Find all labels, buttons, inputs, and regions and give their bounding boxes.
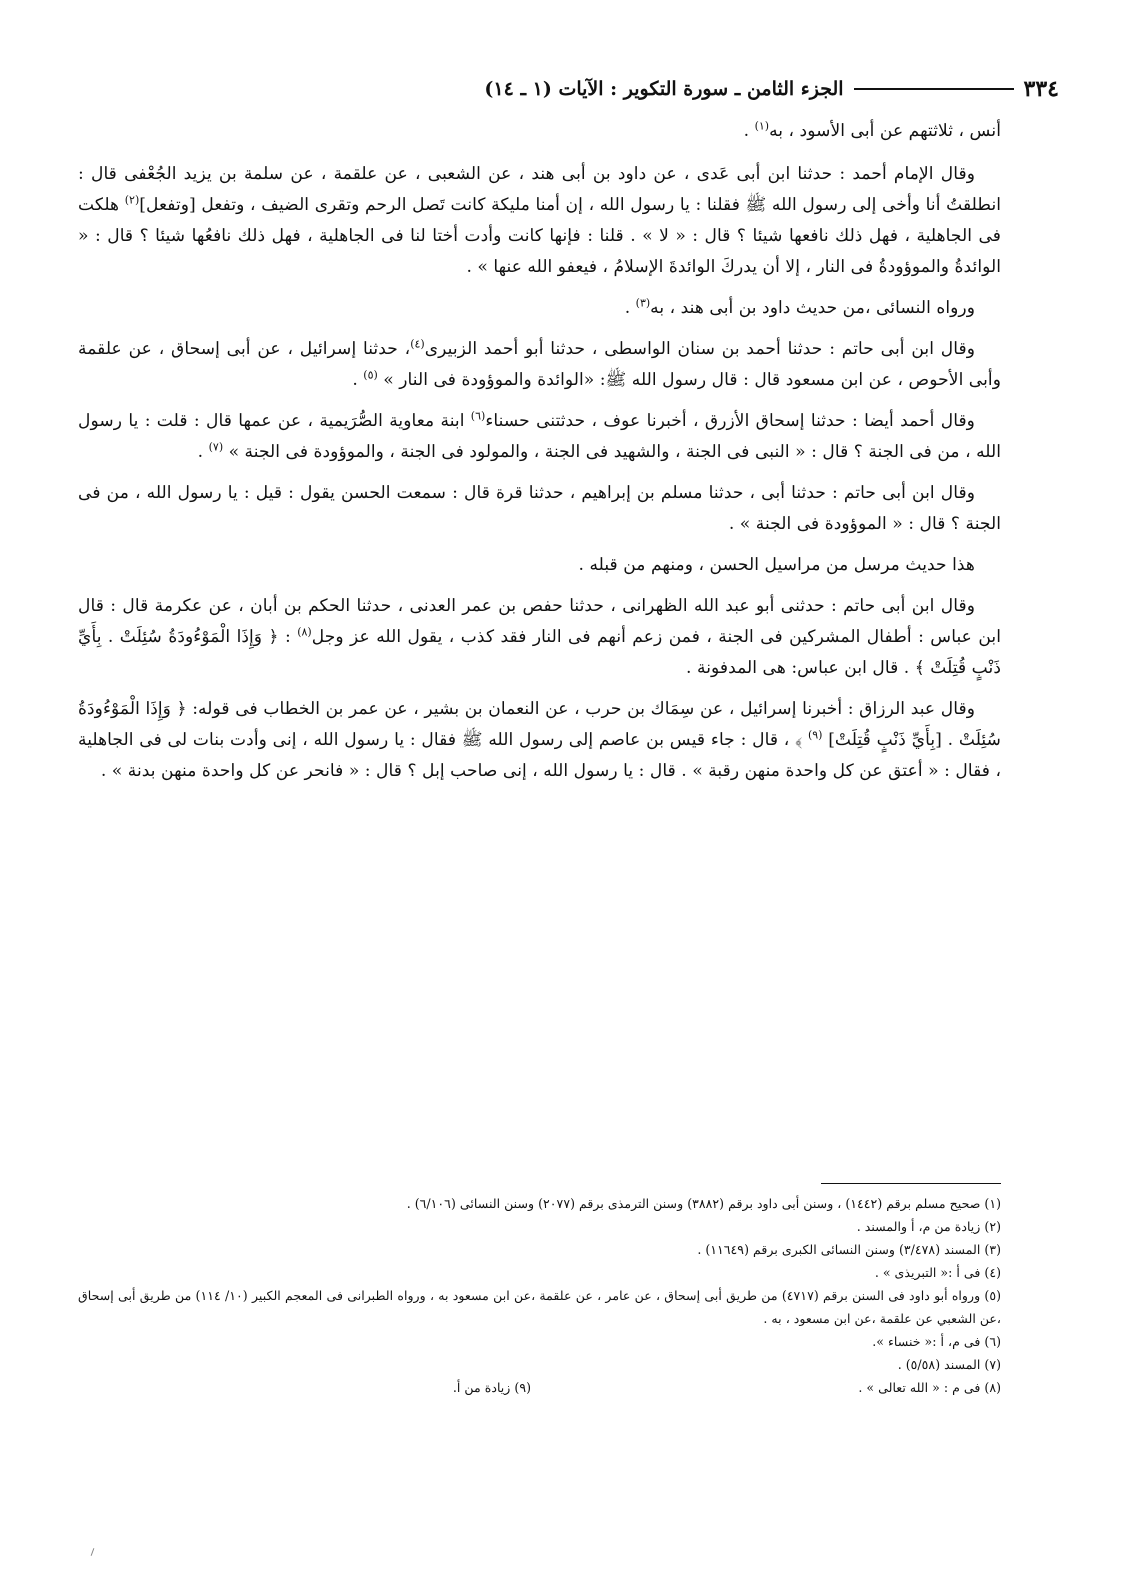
footnote-ref: (٥) [363,368,378,382]
paragraph-text: ورواه النسائى ،من حديث داود بن أبى هند ، به [650,298,975,318]
paragraph-text: : ﴿ وَإِذَا الْمَوْءُودَةُ سُئِلَتْ . بِأَيِّ ذَنْبٍ قُتِلَتْ ﴾ . قال ابن عباس: هى المدفونة . [78,627,1001,678]
paragraph-text: وقال الإمام أحمد : حدثنا ابن أبى عَدى ، عن داود بن أبى هند ، عن الشعبى ، عن علقمة ، عن سلمة بن يزيد الجُعْفى قال : انطلقتُ أنا وأخى إلى رسول الله ﷺ فقلنا : يا رسول الله ، إن أمنا مليكة كانت تَصل الرحم وتقرى الضيف ، وتفعل [وتفعل] [78,164,1001,215]
paragraph: وقال ابن أبى حاتم : حدثنا أبى ، حدثنا مسلم بن إبراهيم ، حدثنا قرة قال : سمعت الحسن يقول : قيل : يا رسول الله ، من فى الجنة ؟ قال : « الموؤودة فى الجنة » . [78,483,1001,534]
footnote-ref: (٩) [807,728,823,742]
paragraph-text: ﴾ ، قال : جاء قيس بن عاصم إلى رسول الله ﷺ فقال : يا رسول الله ، إنى وأدت بنات لى فى الجاهلية ، فقال : « أعتق عن كل واحدة منهن رقبة » . قال : يا رسول الله ، إنى صاحب إبل ؟ قال : « فانحر عن كل واحدة منهن بدنة » . [78,730,1001,781]
footnote: (٣) المسند (٣/٤٧٨) وسنن النسائى الكبرى برقم (١١٦٤٩) . [697,1242,1001,1257]
running-header [70,74,1059,104]
paragraph-text: هلكت فى الجاهلية ، فهل ذلك نافعها شيئا ؟ قال : « لا » . قلنا : فإنها كانت وأدت أختا لنا فى الجاهلية ، فهل ذلك نافعُها شيئا ؟ قال : « الوائدةُ والموؤودةُ فى النار ، إلا أن يدركَ الوائدةَ الإسلامُ ، فيعفو الله عنها » . [78,195,1001,277]
paragraph-text: وقال عبد الرزاق : أخبرنا إسرائيل ، عن سِمَاك بن حرب ، عن النعمان بن بشير ، عن عمر بن الخطاب فى قوله: ﴿ وَإِذَا الْمَوْءُودَةُ سُئِلَتْ . [بِأَيِّ ذَنْبٍ قُتِلَتْ] [78,699,1002,750]
paragraph [78,591,1001,684]
footnote-ref: (١) [754,119,770,133]
footnote: (٢) زيادة من م، أ والمسند . [856,1219,1001,1234]
paragraph-text: . [743,121,755,141]
footnote-ref: (٦) [470,409,486,423]
footnote: (٧) المسند (٥/٥٨) . [897,1357,1001,1372]
paragraph-text: . [352,370,364,390]
paragraph-text: . [197,442,209,462]
footnote-ref: (٢) [124,193,140,207]
footnote-row [78,1376,1001,1399]
paragraph-text: ابنة معاوية الصُّرَيمية ، عن عمها قال : قلت : يا رسول الله ، من فى الجنة ؟ قال : « النبى فى الجنة ، والشهيد فى الجنة ، والمولود فى الجنة ، والموؤودة فى الجنة » [78,411,1001,462]
footnote-ref: (٨) [297,625,312,639]
footnote: (١) صحيح مسلم برقم (١٤٤٢) ، وسنن أبى داود برقم (٣٨٨٢) وسنن الترمذى برقم (٢٠٧٧) وسنن النسائى (٦/١٠٦) . [406,1196,1001,1211]
footnote: (٨) فى م : « الله تعالى » . [858,1380,1001,1395]
footnote-separator [821,1183,1001,1184]
footnote-ref: (٣) [635,296,651,310]
footnote: (٥) ورواه أبو داود فى السنن برقم (٤٧١٧) من طريق أبى إسحاق ، عن عامر ، عن علقمة ،عن ابن مسعود به ، ورواه الطبرانى فى المعجم الكبير (١٠/ ١١٤) من طريق أبى إسحاق ،عن الشعبي عن علقمة ،عن ابن مسعود ، به . [78,1288,1002,1326]
paragraph: هذا حديث مرسل من مراسيل الحسن ، ومنهم من قبله . [578,555,975,575]
footnote-ref: (٤) [410,337,425,351]
footnote: (٤) فى أ :« التبريذى » . [874,1265,1001,1280]
footnote-ref: (٧) [208,440,224,454]
paragraph-text: ، حدثنا إسرائيل ، عن أبى إسحاق ، عن علقمة وأبى الأحوص ، عن ابن مسعود قال : قال رسول الله ﷺ: «الوائدة والموؤودة فى النار » [78,339,1001,390]
page-number: ٣٣٤ [1023,76,1059,102]
footnote: (٩) زيادة من أ. [452,1380,531,1395]
paragraph-text: . [624,298,636,318]
scan-mark [91,1548,95,1556]
paragraph-text: وقال ابن أبى حاتم : حدثنى أبو عبد الله الظهرانى ، حدثنا حفص بن عمر العدنى ، حدثنا الحكم بن أبان ، عن عكرمة قال : قال ابن عباس : أطفال المشركين فى الجنة ، فمن زعم أنهم فى النار فقد كذب ، يقول الله عز وجل [78,596,1001,647]
paragraph-text: وقال أحمد أيضا : حدثنا إسحاق الأزرق ، أخبرنا عوف ، حدثتنى حسناء [485,411,975,431]
header-rule [854,88,1014,90]
paragraph [78,334,1001,396]
paragraph [78,694,1001,787]
paragraph [78,406,1001,468]
paragraph [78,293,1001,324]
paragraph [78,116,1001,147]
main-text [78,116,1001,797]
footnote: (٦) فى م، أ :« خنساء ». [872,1334,1001,1349]
paragraph-text: أنس ، ثلاثتهم عن أبى الأسود ، به [769,121,1001,141]
paragraph-text: وقال ابن أبى حاتم : حدثنا أحمد بن سنان الواسطى ، حدثنا أبو أحمد الزبيرى [424,339,975,359]
paragraph [78,159,1001,283]
header-title: الجزء الثامن ـ سورة التكوير : الآيات (١ ـ ١٤) [484,78,844,100]
footnotes [78,1192,1001,1399]
